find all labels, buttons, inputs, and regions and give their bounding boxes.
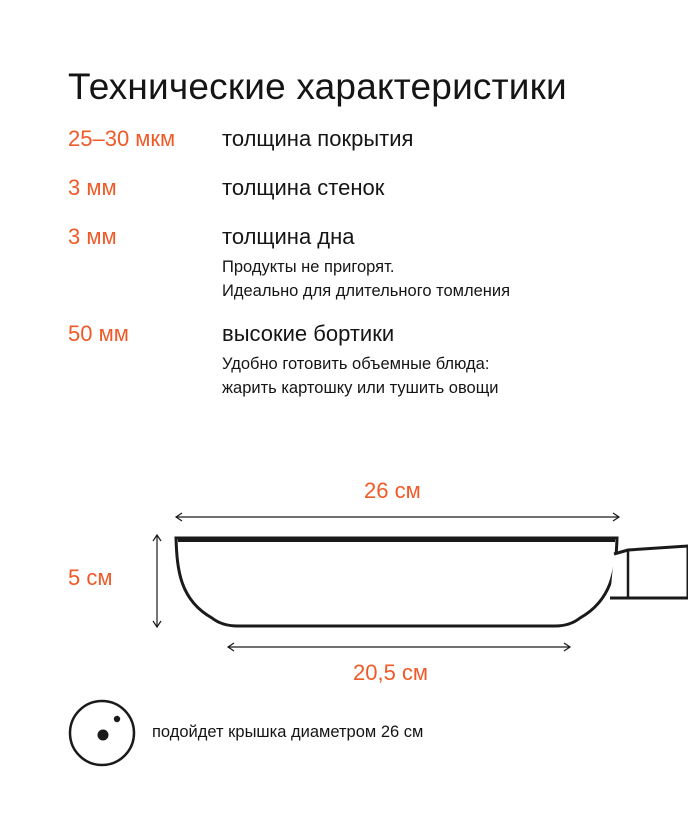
spec-label: толщина покрытия <box>222 126 414 151</box>
spec-label: высокие бортики <box>222 321 395 346</box>
pan-handle <box>610 546 688 598</box>
bottom-diameter-arrow <box>228 643 570 651</box>
height-arrow <box>153 535 161 627</box>
pan-body <box>176 538 617 626</box>
spec-description-line: жарить картошку или тушить овощи <box>222 379 499 397</box>
spec-value: 50 мм <box>68 321 129 346</box>
spec-value: 3 мм <box>68 175 117 200</box>
spec-value: 25–30 мкм <box>68 126 176 151</box>
lid-caption: подойдет крышка диаметром 26 см <box>152 723 424 741</box>
spec-value: 3 мм <box>68 224 117 249</box>
spec-label: толщина стенок <box>222 175 385 200</box>
top-diameter-label: 26 см <box>364 478 421 503</box>
top-diameter-arrow <box>176 513 619 521</box>
bottom-diameter-label: 20,5 см <box>353 660 429 685</box>
spec-label: толщина дна <box>222 224 355 249</box>
lid-icon <box>70 701 134 765</box>
spec-description-line: Идеально для длительного томления <box>222 282 511 300</box>
page-title: Технические характеристики <box>68 66 567 107</box>
spec-description-line: Продукты не пригорят. <box>222 258 395 276</box>
height-label: 5 см <box>68 565 113 590</box>
spec-description-line: Удобно готовить объемные блюда: <box>222 355 490 373</box>
